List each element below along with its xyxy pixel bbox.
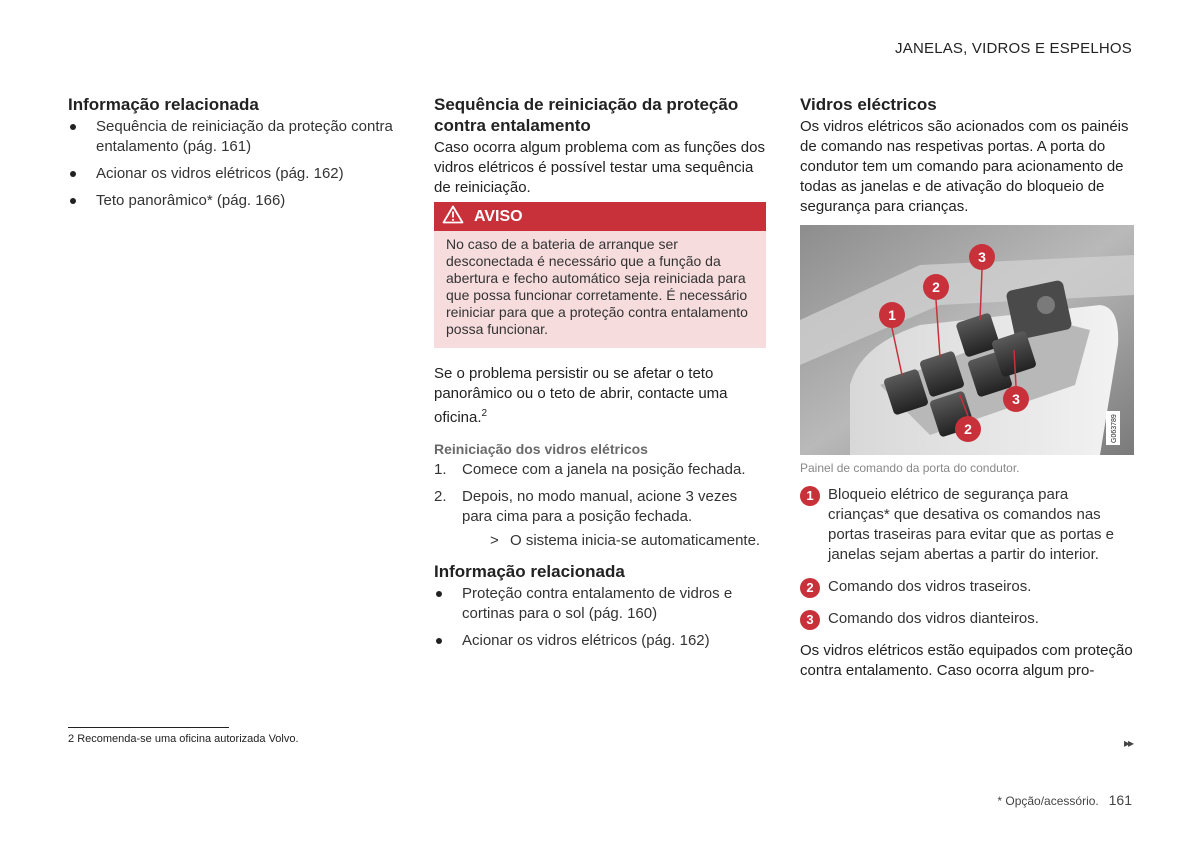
related-link[interactable]: Proteção contra entalamento de vidros e cortinas para o sol (pág. 160) [434,584,766,624]
warning-box [434,202,766,348]
image-callout [1003,386,1029,412]
svg-text:2: 2 [964,421,972,437]
related-link[interactable]: Sequência de reiniciação da proteção contra entalamento (pág. 161) [68,117,398,157]
legend-item: 1 Bloqueio elétrico de segurança para crianças* que desativa os comandos nas portas traseiras para evitar que as portas e janelas sejam abertas a partir do interior. [800,485,1134,565]
footnote-divider [68,727,229,728]
power-windows-title: Vidros eléctricos [800,95,937,114]
step-item: 2. Depois, no modo manual, acione 3 vezes para cima para a posição fechada. > O sistema inicia-se automaticamente. [434,487,766,551]
svg-text:2: 2 [932,279,940,295]
next-page-arrows-icon: ▸▸ [1123,736,1132,750]
legend-item: 3 Comando dos vidros dianteiros. [800,609,1134,629]
reset-intro: Caso ocorra algum problema com as funções dos vidros elétricos é possível testar uma sequência de reiniciação. [434,139,765,196]
footnote: 2 Recomenda-se uma oficina autorizada Volvo. [68,733,299,745]
option-note: * Opção/acessório. [997,794,1099,808]
svg-text:3: 3 [1012,391,1020,407]
step-result: > O sistema inicia-se automaticamente. [490,532,761,549]
reset-steps-title: Reiniciação dos vidros elétricos [434,441,648,457]
warning-text: No caso de a bateria de arranque ser desconectada é necessário que a função da abertura e fecho automático seja reiniciada para que possa funcionar corretamente. É necessário reiniciar para que a proteção contra entalamento possa funcionar. [434,231,766,348]
related-link[interactable]: Acionar os vidros elétricos (pág. 162) [434,631,766,651]
warning-title: AVISO [474,207,523,225]
related-link[interactable]: Acionar os vidros elétricos (pág. 162) [68,164,398,184]
warning-header [434,202,766,231]
image-code: G063789 [1111,414,1118,443]
persist-text: Se o problema persistir ou se afetar o teto panorâmico ou o teto de abrir, contacte uma oficina.$^2$ [434,365,728,426]
related-info-list [68,117,398,211]
section-header: JANELAS, VIDROS E ESPELHOS [895,40,1132,57]
step-item: 1. Comece com a janela na posição fechada. [434,461,746,478]
warning-triangle-icon [442,205,464,229]
column-related-info [68,94,398,218]
callout-badge: 3 [800,610,820,630]
page-footer [997,792,1132,808]
column-power-windows [800,94,1134,681]
related-info-title: Informação relacionada [68,95,259,114]
callout-legend [800,485,1134,629]
page-number: 161 [1108,792,1132,808]
footnote-ref: 2 [481,408,488,419]
image-callout [879,302,905,328]
reset-steps [434,460,766,551]
related-info-list [434,584,766,651]
legend-item: 2 Comando dos vidros traseiros. [800,577,1134,597]
driver-door-panel-image [800,225,1134,455]
power-windows-intro: Os vidros elétricos são acionados com os painéis de comando nas respetivas portas. A porta do condutor tem um comando para acionamento de todas as janelas e de ativação do bloqueio de segurança para crianças. [800,118,1129,215]
callout-badge: 2 [800,578,820,598]
svg-text:1: 1 [888,307,896,323]
image-caption: Painel de comando da porta do condutor. [800,461,1020,475]
column-reset-sequence [434,94,766,658]
reset-sequence-title: Sequência de reiniciação da proteção contra entalamento [434,95,739,135]
callout-badge: 1 [800,486,820,506]
related-info-title: Informação relacionada [434,562,625,581]
power-windows-outro: Os vidros elétricos estão equipados com proteção contra entalamento. Caso ocorra algum pro- [800,642,1133,679]
image-callout [955,416,981,442]
image-callout [969,244,995,270]
svg-text:3: 3 [978,249,986,265]
related-link[interactable]: Teto panorâmico* (pág. 166) [68,191,398,211]
image-callout [923,274,949,300]
